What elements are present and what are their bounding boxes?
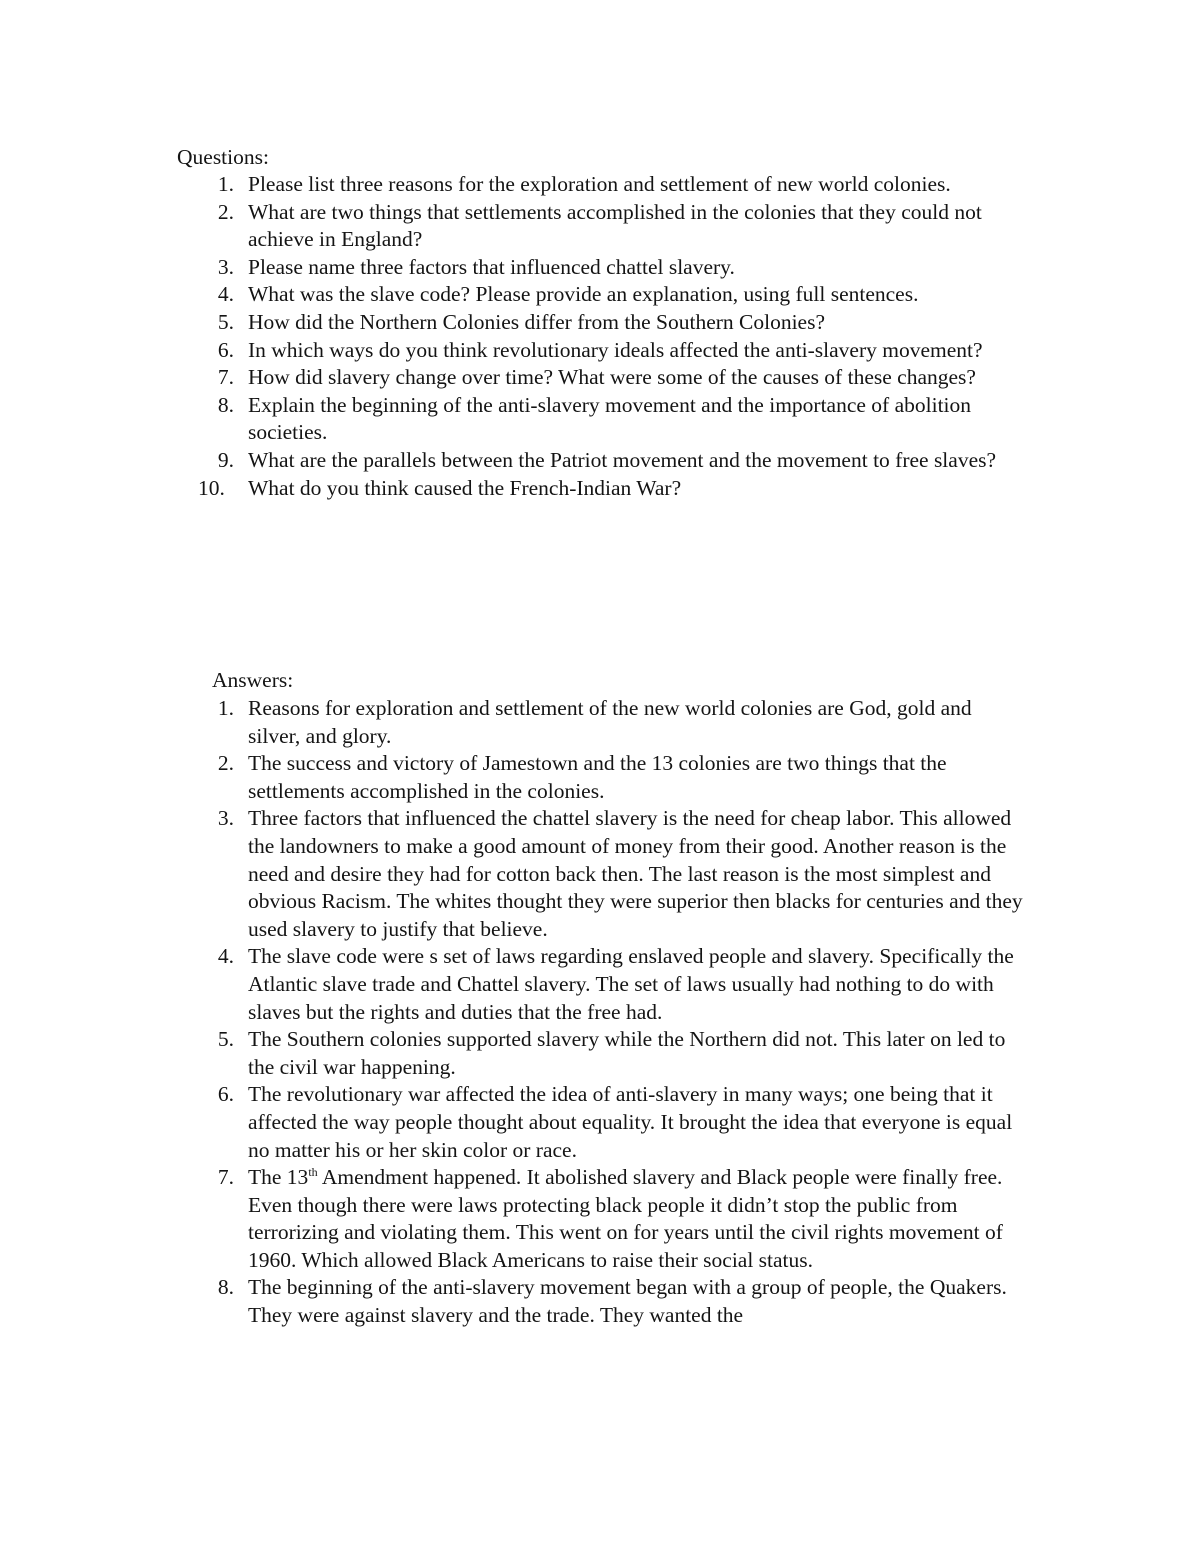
answer-item bbox=[0, 1026, 1050, 1081]
question-number: 5. bbox=[217, 309, 234, 334]
answer-number: 5. bbox=[217, 1027, 234, 1052]
answer-text: The success and victory of Jamestown and the 13 colonies are two things that the settlements accomplished in the colonies. bbox=[248, 751, 947, 803]
questions-heading: Questions: bbox=[177, 145, 269, 169]
answer-item bbox=[0, 805, 1050, 943]
question-item bbox=[0, 281, 1050, 309]
question-text: Please list three reasons for the exploration and settlement of new world colonies. bbox=[248, 172, 951, 196]
questions-list bbox=[0, 171, 1050, 502]
answer-text: Reasons for exploration and settlement of the new world colonies are God, gold and silver, and glory. bbox=[248, 696, 972, 748]
question-text: What do you think caused the French-Indian War? bbox=[248, 475, 682, 500]
answer-text: The Southern colonies supported slavery while the Northern did not. This later on led to the civil war happening. bbox=[248, 1027, 1006, 1079]
question-number: 1. bbox=[217, 172, 234, 196]
answer-item bbox=[0, 695, 1050, 750]
answer-number: 4. bbox=[217, 944, 234, 969]
answers-heading: Answers: bbox=[212, 668, 294, 692]
question-number: 4. bbox=[217, 282, 234, 307]
answer-item bbox=[0, 750, 1050, 805]
answer-item bbox=[0, 1274, 1050, 1329]
question-item bbox=[0, 254, 1050, 282]
question-item bbox=[0, 171, 1050, 199]
answer-text: The revolutionary war affected the idea of anti-slavery in many ways; one being that it affected the way people thought about equality. It brought the idea that everyone is equal no matter his or her skin color or race. bbox=[248, 1082, 1013, 1162]
answers-list bbox=[0, 695, 1050, 1330]
question-text: What was the slave code? Please provide an explanation, using full sentences. bbox=[248, 282, 919, 307]
answer-text-start: The 13 bbox=[248, 1165, 309, 1190]
question-number: 6. bbox=[217, 337, 234, 362]
answer-number: 1. bbox=[217, 696, 234, 720]
answer-text bbox=[248, 1164, 1028, 1274]
question-text: In which ways do you think revolutionary ideals affected the anti-slavery movement? bbox=[248, 337, 983, 362]
question-number: 8. bbox=[217, 392, 234, 417]
question-number: 9. bbox=[217, 447, 234, 472]
ordinal-superscript: th bbox=[308, 1164, 318, 1179]
answer-item bbox=[0, 1164, 1050, 1274]
question-text: What are two things that settlements accomplished in the colonies that they could not achieve in England? bbox=[248, 199, 982, 252]
answer-number: 7. bbox=[217, 1165, 234, 1190]
answer-number: 6. bbox=[217, 1082, 234, 1107]
question-text: Please name three factors that influenced chattel slavery. bbox=[248, 254, 735, 279]
answer-text-rest: Amendment happened. It abolished slavery and Black people were finally free. Even though there were laws protecting black people it didn’t stop the public from terrorizing and violating them. This went on for years until the civil rights movement of 1960. Which allowed Black Americans to raise their social status. bbox=[248, 1165, 1003, 1272]
question-item bbox=[0, 475, 1050, 503]
question-number: 7. bbox=[217, 365, 234, 390]
question-item bbox=[0, 337, 1050, 365]
answer-number: 8. bbox=[217, 1275, 234, 1300]
question-text: Explain the beginning of the anti-slavery movement and the importance of abolition societies. bbox=[248, 392, 972, 445]
answer-number: 2. bbox=[217, 751, 234, 776]
answer-item bbox=[0, 943, 1050, 1026]
question-item bbox=[0, 199, 1050, 254]
question-number: 3. bbox=[217, 254, 234, 279]
question-text: How did slavery change over time? What were some of the causes of these changes? bbox=[248, 365, 976, 390]
question-item bbox=[0, 309, 1050, 337]
question-text: How did the Northern Colonies differ from the Southern Colonies? bbox=[248, 309, 826, 334]
question-item bbox=[0, 364, 1050, 392]
answer-number: 3. bbox=[217, 806, 234, 831]
answer-text: Three factors that influenced the chattel slavery is the need for cheap labor. This allowed the landowners to make a good amount of money from their good. Another reason is the need and desire they had for cotton back then. The last reason is the most simplest and obvious Racism. The whites thought they were superior then blacks for centuries and they used slavery to justify that believe. bbox=[248, 806, 1023, 941]
question-item bbox=[0, 392, 1050, 447]
question-number: 2. bbox=[217, 199, 234, 224]
answer-text: The beginning of the anti-slavery movement began with a group of people, the Quakers. They were against slavery and the trade. They wanted the bbox=[248, 1275, 1007, 1328]
question-number: 10. bbox=[198, 475, 225, 500]
answer-text: The slave code were s set of laws regarding enslaved people and slavery. Specifically the Atlantic slave trade and Chattel slavery. The set of laws usually had nothing to do with slaves but the rights and duties that the free had. bbox=[248, 944, 1014, 1024]
answer-item bbox=[0, 1081, 1050, 1164]
question-item bbox=[0, 447, 1050, 475]
question-text: What are the parallels between the Patriot movement and the movement to free slaves? bbox=[248, 447, 997, 472]
